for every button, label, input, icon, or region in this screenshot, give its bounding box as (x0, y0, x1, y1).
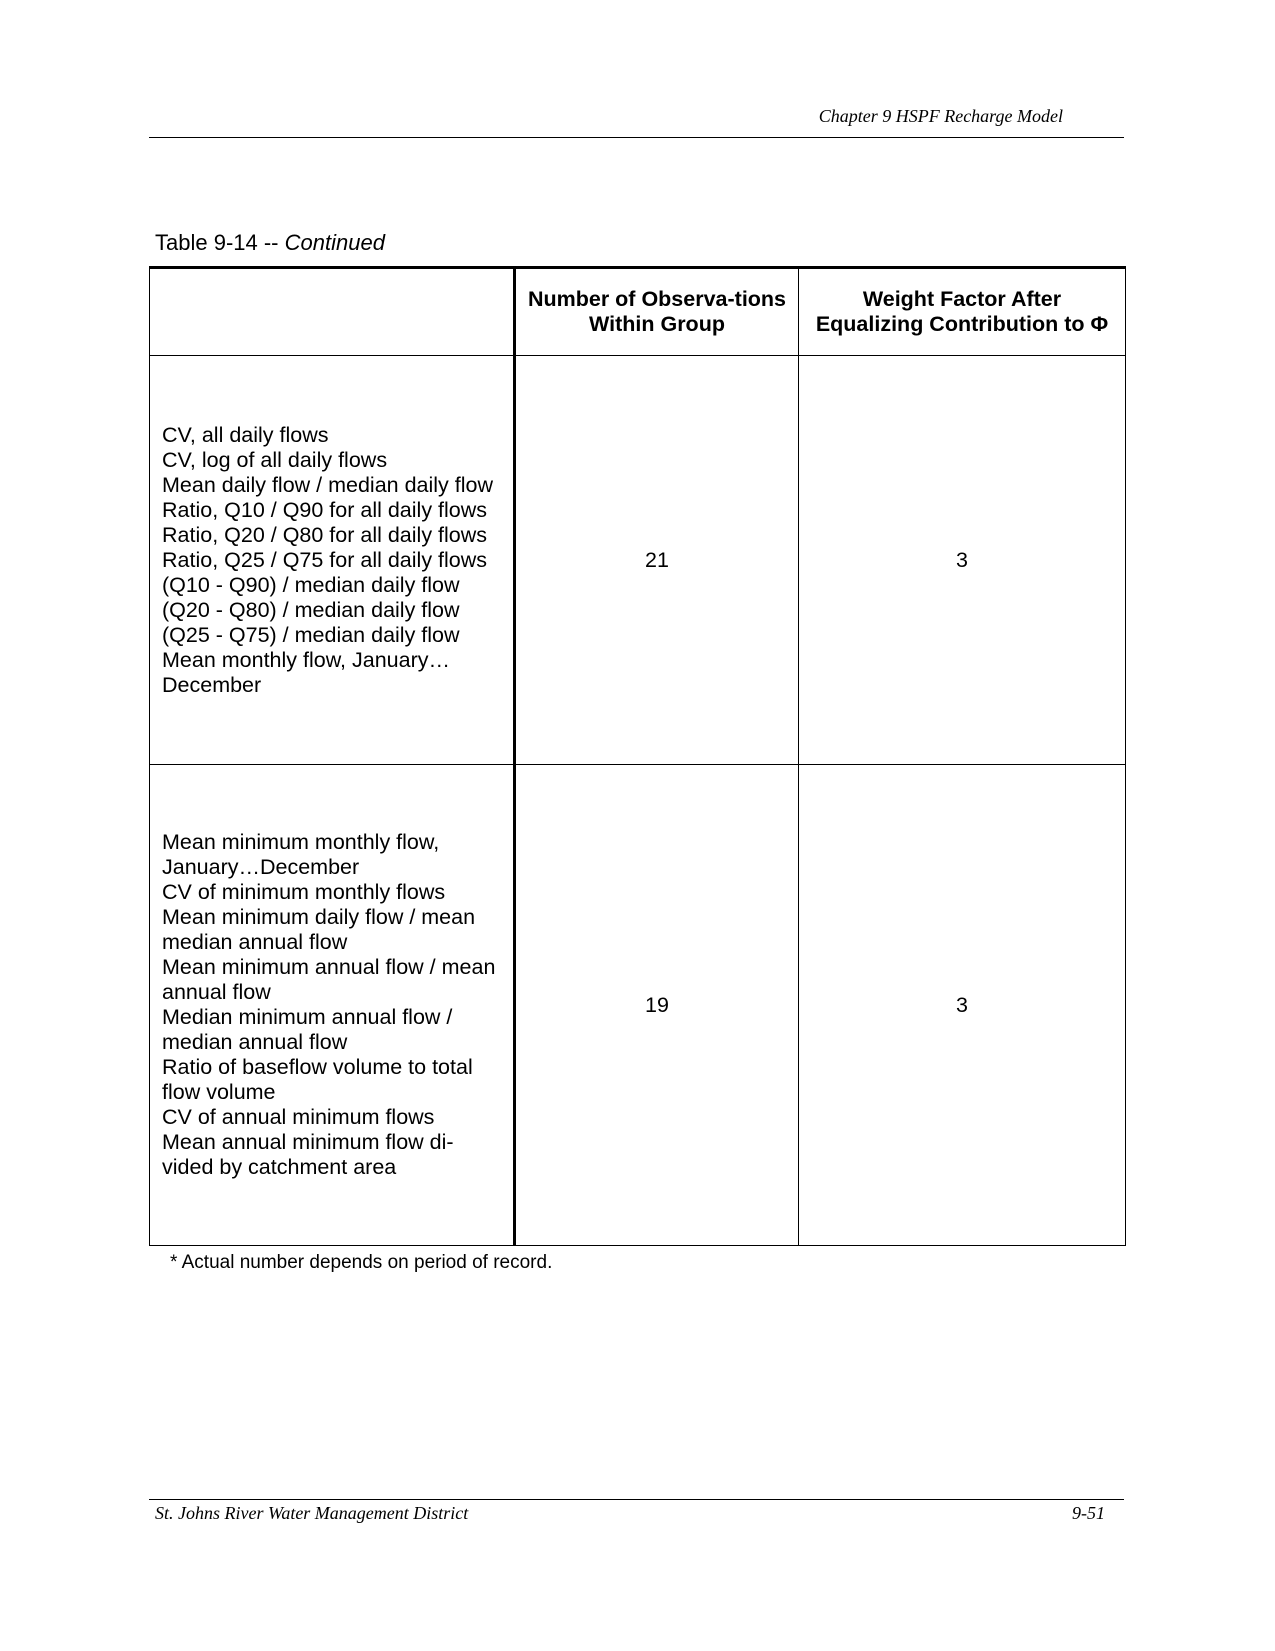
list-item: (Q20 - Q80) / median daily flow (162, 597, 460, 622)
list-item: (Q10 - Q90) / median daily flow (162, 572, 460, 597)
header-blank (150, 268, 515, 356)
list-item: Mean minimum daily flow / mean median annual flow (162, 905, 476, 954)
row-1-descriptions (150, 356, 515, 765)
list-item: Mean minimum annual flow / mean annual flow (162, 955, 496, 1004)
table-row (150, 765, 1126, 1246)
list-item: Mean daily flow / median daily flow (162, 472, 494, 497)
row-2-observations: 19 (515, 765, 799, 1246)
list-item: Median minimum annual flow / median annual flow (162, 1005, 453, 1054)
header-weight-factor: Weight Factor After Equalizing Contribution to Φ (799, 268, 1126, 356)
table-footnote: * Actual number depends on period of record. (170, 1252, 553, 1273)
table-row (150, 356, 1126, 765)
table-header-row (150, 268, 1126, 356)
footer-organization: St. Johns River Water Management District (155, 1503, 469, 1523)
row-2-descriptions (150, 765, 515, 1246)
row-2-weight: 3 (799, 765, 1126, 1246)
list-item: Ratio, Q20 / Q80 for all daily flows (162, 522, 488, 547)
list-item: CV, all daily flows (162, 422, 329, 447)
list-item: CV of minimum monthly flows (162, 880, 446, 904)
page-number: 9-51 (1072, 1503, 1105, 1523)
table-caption (155, 230, 385, 256)
header-observations: Number of Observa-tions Within Group (515, 268, 799, 356)
list-item: Mean monthly flow, January… December (162, 647, 450, 697)
list-item: (Q25 - Q75) / median daily flow (162, 622, 460, 647)
list-item: Ratio, Q10 / Q90 for all daily flows (162, 497, 488, 522)
caption-continued: Continued (284, 230, 385, 255)
list-item: Ratio of baseflow volume to total flow volume (162, 1055, 473, 1104)
header-rule (149, 137, 1124, 138)
footer-rule (149, 1499, 1124, 1500)
caption-label: Table 9-14 -- (155, 230, 285, 255)
list-item: CV of annual minimum flows (162, 1105, 435, 1129)
row-1-weight: 3 (799, 356, 1126, 765)
list-item: Ratio, Q25 / Q75 for all daily flows (162, 547, 488, 572)
list-item: CV, log of all daily flows (162, 447, 388, 472)
list-item: Mean annual minimum flow di-vided by catchment area (162, 1130, 454, 1179)
running-header: Chapter 9 HSPF Recharge Model (818, 106, 1063, 126)
row-1-observations: 21 (515, 356, 799, 765)
weights-table (149, 266, 1126, 1246)
list-item: Mean minimum monthly flow, January…December (162, 830, 440, 879)
